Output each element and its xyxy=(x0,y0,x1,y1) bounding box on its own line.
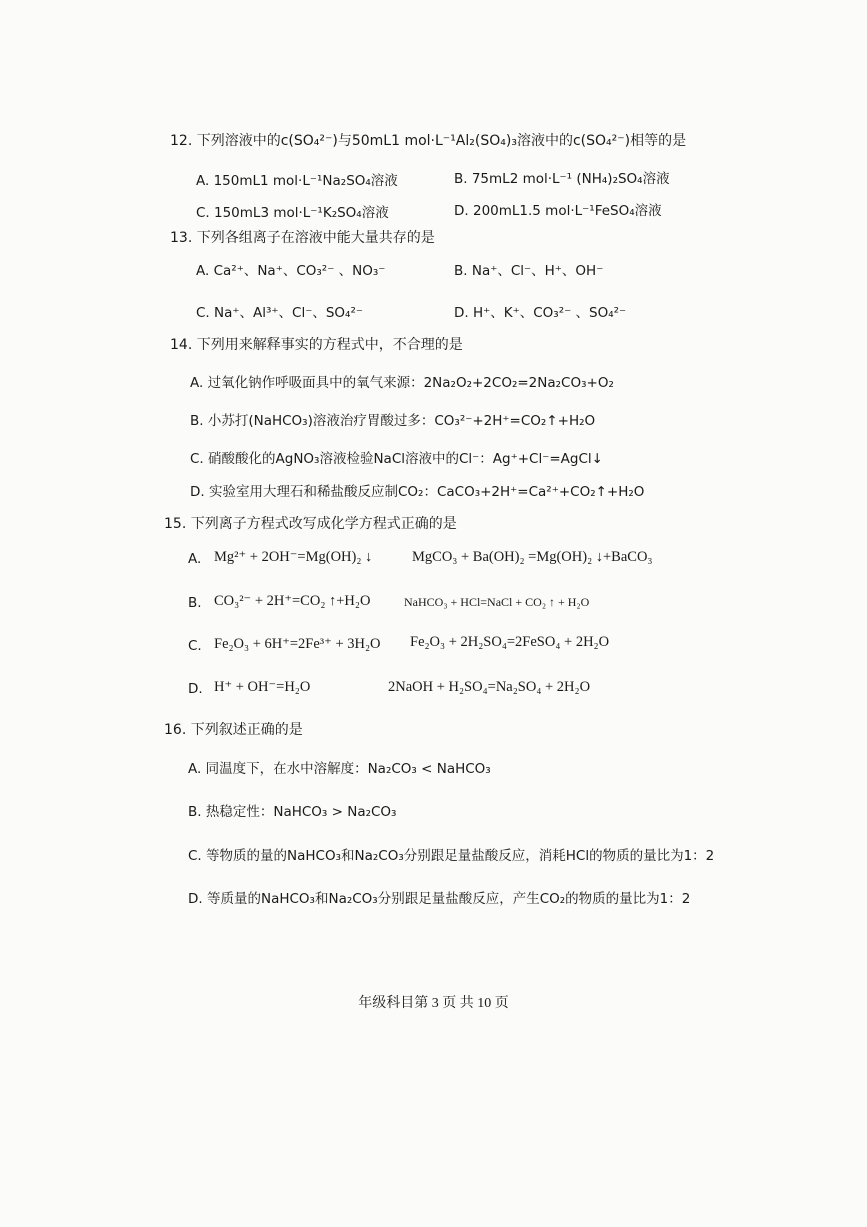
q16-option-b[interactable]: B. 热稳定性：NaHCO₃ > Na₂CO₃ xyxy=(188,804,397,820)
q13-option-d[interactable]: D. H⁺、K⁺、CO₃²⁻ 、SO₄²⁻ xyxy=(454,305,627,321)
q15-option-d[interactable] xyxy=(188,681,203,697)
q15-option-b[interactable] xyxy=(188,595,202,611)
q12-option-a[interactable]: A. 150mL1 mol·L⁻¹Na₂SO₄溶液 xyxy=(196,173,398,189)
q15-option-b-label: B. xyxy=(188,595,202,611)
q14-option-b[interactable]: B. 小苏打(NaHCO₃)溶液治疗胃酸过多：CO₃²⁻+2H⁺=CO₂↑+H₂O xyxy=(190,413,596,429)
q15-b-chemical-equation: NaHCO₃ + HCl=NaCl + CO₂ ↑ + H₂O xyxy=(404,595,590,609)
q15-option-c[interactable] xyxy=(188,638,202,654)
q15-option-a-label: A. xyxy=(188,551,202,567)
page-footer: 年级科目第 3 页 共 10 页 xyxy=(358,996,509,1011)
q15-option-d-label: D. xyxy=(188,681,203,697)
q15-a-ionic-equation: Mg²⁺ + 2OH⁻=Mg(OH)₂ ↓ xyxy=(214,549,373,565)
q16-option-c[interactable]: C. 等物质的量的NaHCO₃和Na₂CO₃分别跟足量盐酸反应，消耗HCl的物质的量比为1：2 xyxy=(188,848,715,864)
q13-option-c[interactable]: C. Na⁺、Al³⁺、Cl⁻、SO₄²⁻ xyxy=(196,305,363,321)
q12-option-c[interactable]: C. 150mL3 mol·L⁻¹K₂SO₄溶液 xyxy=(196,205,389,221)
q16-option-d[interactable]: D. 等质量的NaHCO₃和Na₂CO₃分别跟足量盐酸反应，产生CO₂的物质的量比为1：2 xyxy=(188,891,691,907)
q15-c-chemical-equation: Fe₂O₃ + 2H₂SO₄=2FeSO₄ + 2H₂O xyxy=(410,634,610,650)
q15-option-c-label: C. xyxy=(188,638,202,654)
q12-option-d[interactable]: D. 200mL1.5 mol·L⁻¹FeSO₄溶液 xyxy=(454,203,662,219)
q14-option-c[interactable]: C. 硝酸酸化的AgNO₃溶液检验NaCl溶液中的Cl⁻：Ag⁺+Cl⁻=AgCl↓ xyxy=(190,451,603,467)
q13-option-a[interactable]: A. Ca²⁺、Na⁺、CO₃²⁻ 、NO₃⁻ xyxy=(196,263,386,279)
q15-b-ionic-equation: CO₃²⁻ + 2H⁺=CO₂ ↑+H₂O xyxy=(214,593,371,609)
q14-option-d[interactable]: D. 实验室用大理石和稀盐酸反应制CO₂：CaCO₃+2H⁺=Ca²⁺+CO₂↑+H₂O xyxy=(190,484,645,500)
q12-option-b[interactable]: B. 75mL2 mol·L⁻¹ (NH₄)₂SO₄溶液 xyxy=(454,171,670,187)
q16-stem: 16. 下列叙述正确的是 xyxy=(164,722,303,738)
q16-option-a[interactable]: A. 同温度下，在水中溶解度：Na₂CO₃ < NaHCO₃ xyxy=(188,761,491,777)
q12-stem: 12. 下列溶液中的c(SO₄²⁻)与50mL1 mol·L⁻¹Al₂(SO₄)₃溶液中的c(SO₄²⁻)相等的是 xyxy=(170,133,687,149)
q13-option-b[interactable]: B. Na⁺、Cl⁻、H⁺、OH⁻ xyxy=(454,263,604,279)
q13-stem: 13. 下列各组离子在溶液中能大量共存的是 xyxy=(170,230,435,246)
q15-option-a[interactable] xyxy=(188,551,201,567)
q15-d-ionic-equation: H⁺ + OH⁻=H₂O xyxy=(214,679,311,695)
q15-stem: 15. 下列离子方程式改写成化学方程式正确的是 xyxy=(164,516,457,532)
q15-a-chemical-equation: MgCO₃ + Ba(OH)₂ =Mg(OH)₂ ↓+BaCO₃ xyxy=(412,549,653,565)
q15-d-chemical-equation: 2NaOH + H₂SO₄=Na₂SO₄ + 2H₂O xyxy=(388,679,591,695)
q14-stem: 14. 下列用来解释事实的方程式中，不合理的是 xyxy=(170,337,463,353)
q14-option-a[interactable]: A. 过氧化钠作呼吸面具中的氧气来源：2Na₂O₂+2CO₂=2Na₂CO₃+O₂ xyxy=(190,375,614,391)
q15-c-ionic-equation: Fe₂O₃ + 6H⁺=2Fe³⁺ + 3H₂O xyxy=(214,636,381,652)
